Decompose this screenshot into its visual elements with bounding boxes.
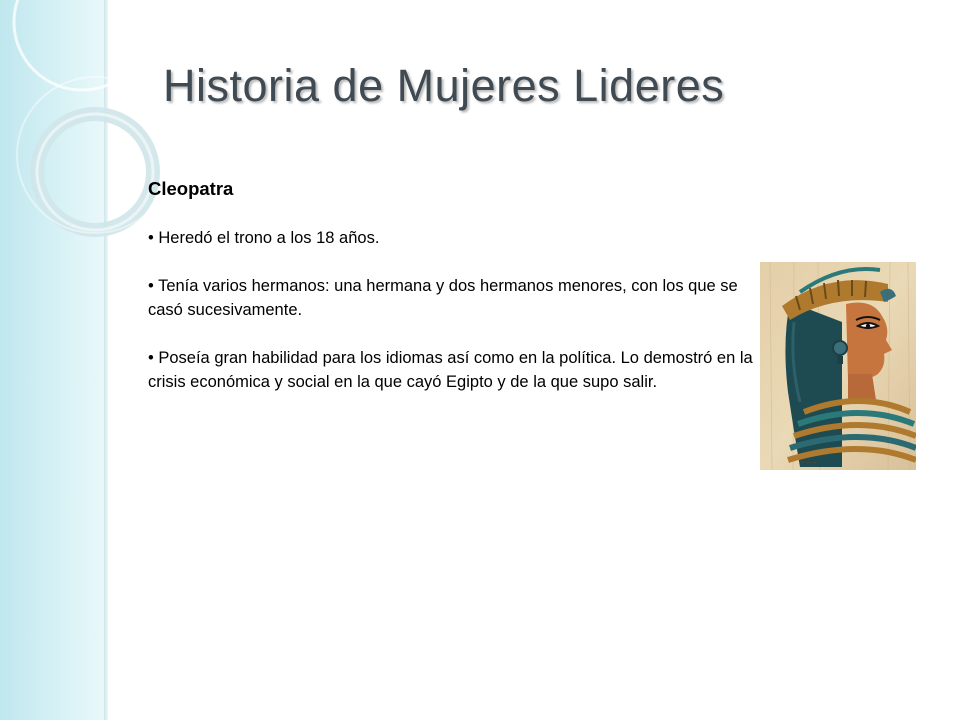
bullet-item: • Heredó el trono a los 18 años. (148, 229, 380, 247)
cleopatra-portrait-image (760, 262, 916, 470)
slide-content (148, 178, 760, 418)
svg-text:~~~: ~~~ (800, 459, 818, 467)
subheading: Cleopatra (148, 178, 234, 199)
slide-title: Historia de Mujeres Lideres (163, 60, 725, 111)
bullet-item: • Poseía gran habilidad para los idiomas así como en la política. Lo demostró en la crisis económica y social en la que cayó Egipto y de la que supo salir. (148, 349, 753, 391)
bullet-item: • Tenía varios hermanos: una hermana y dos hermanos menores, con los que se casó sucesivamente. (148, 277, 738, 319)
